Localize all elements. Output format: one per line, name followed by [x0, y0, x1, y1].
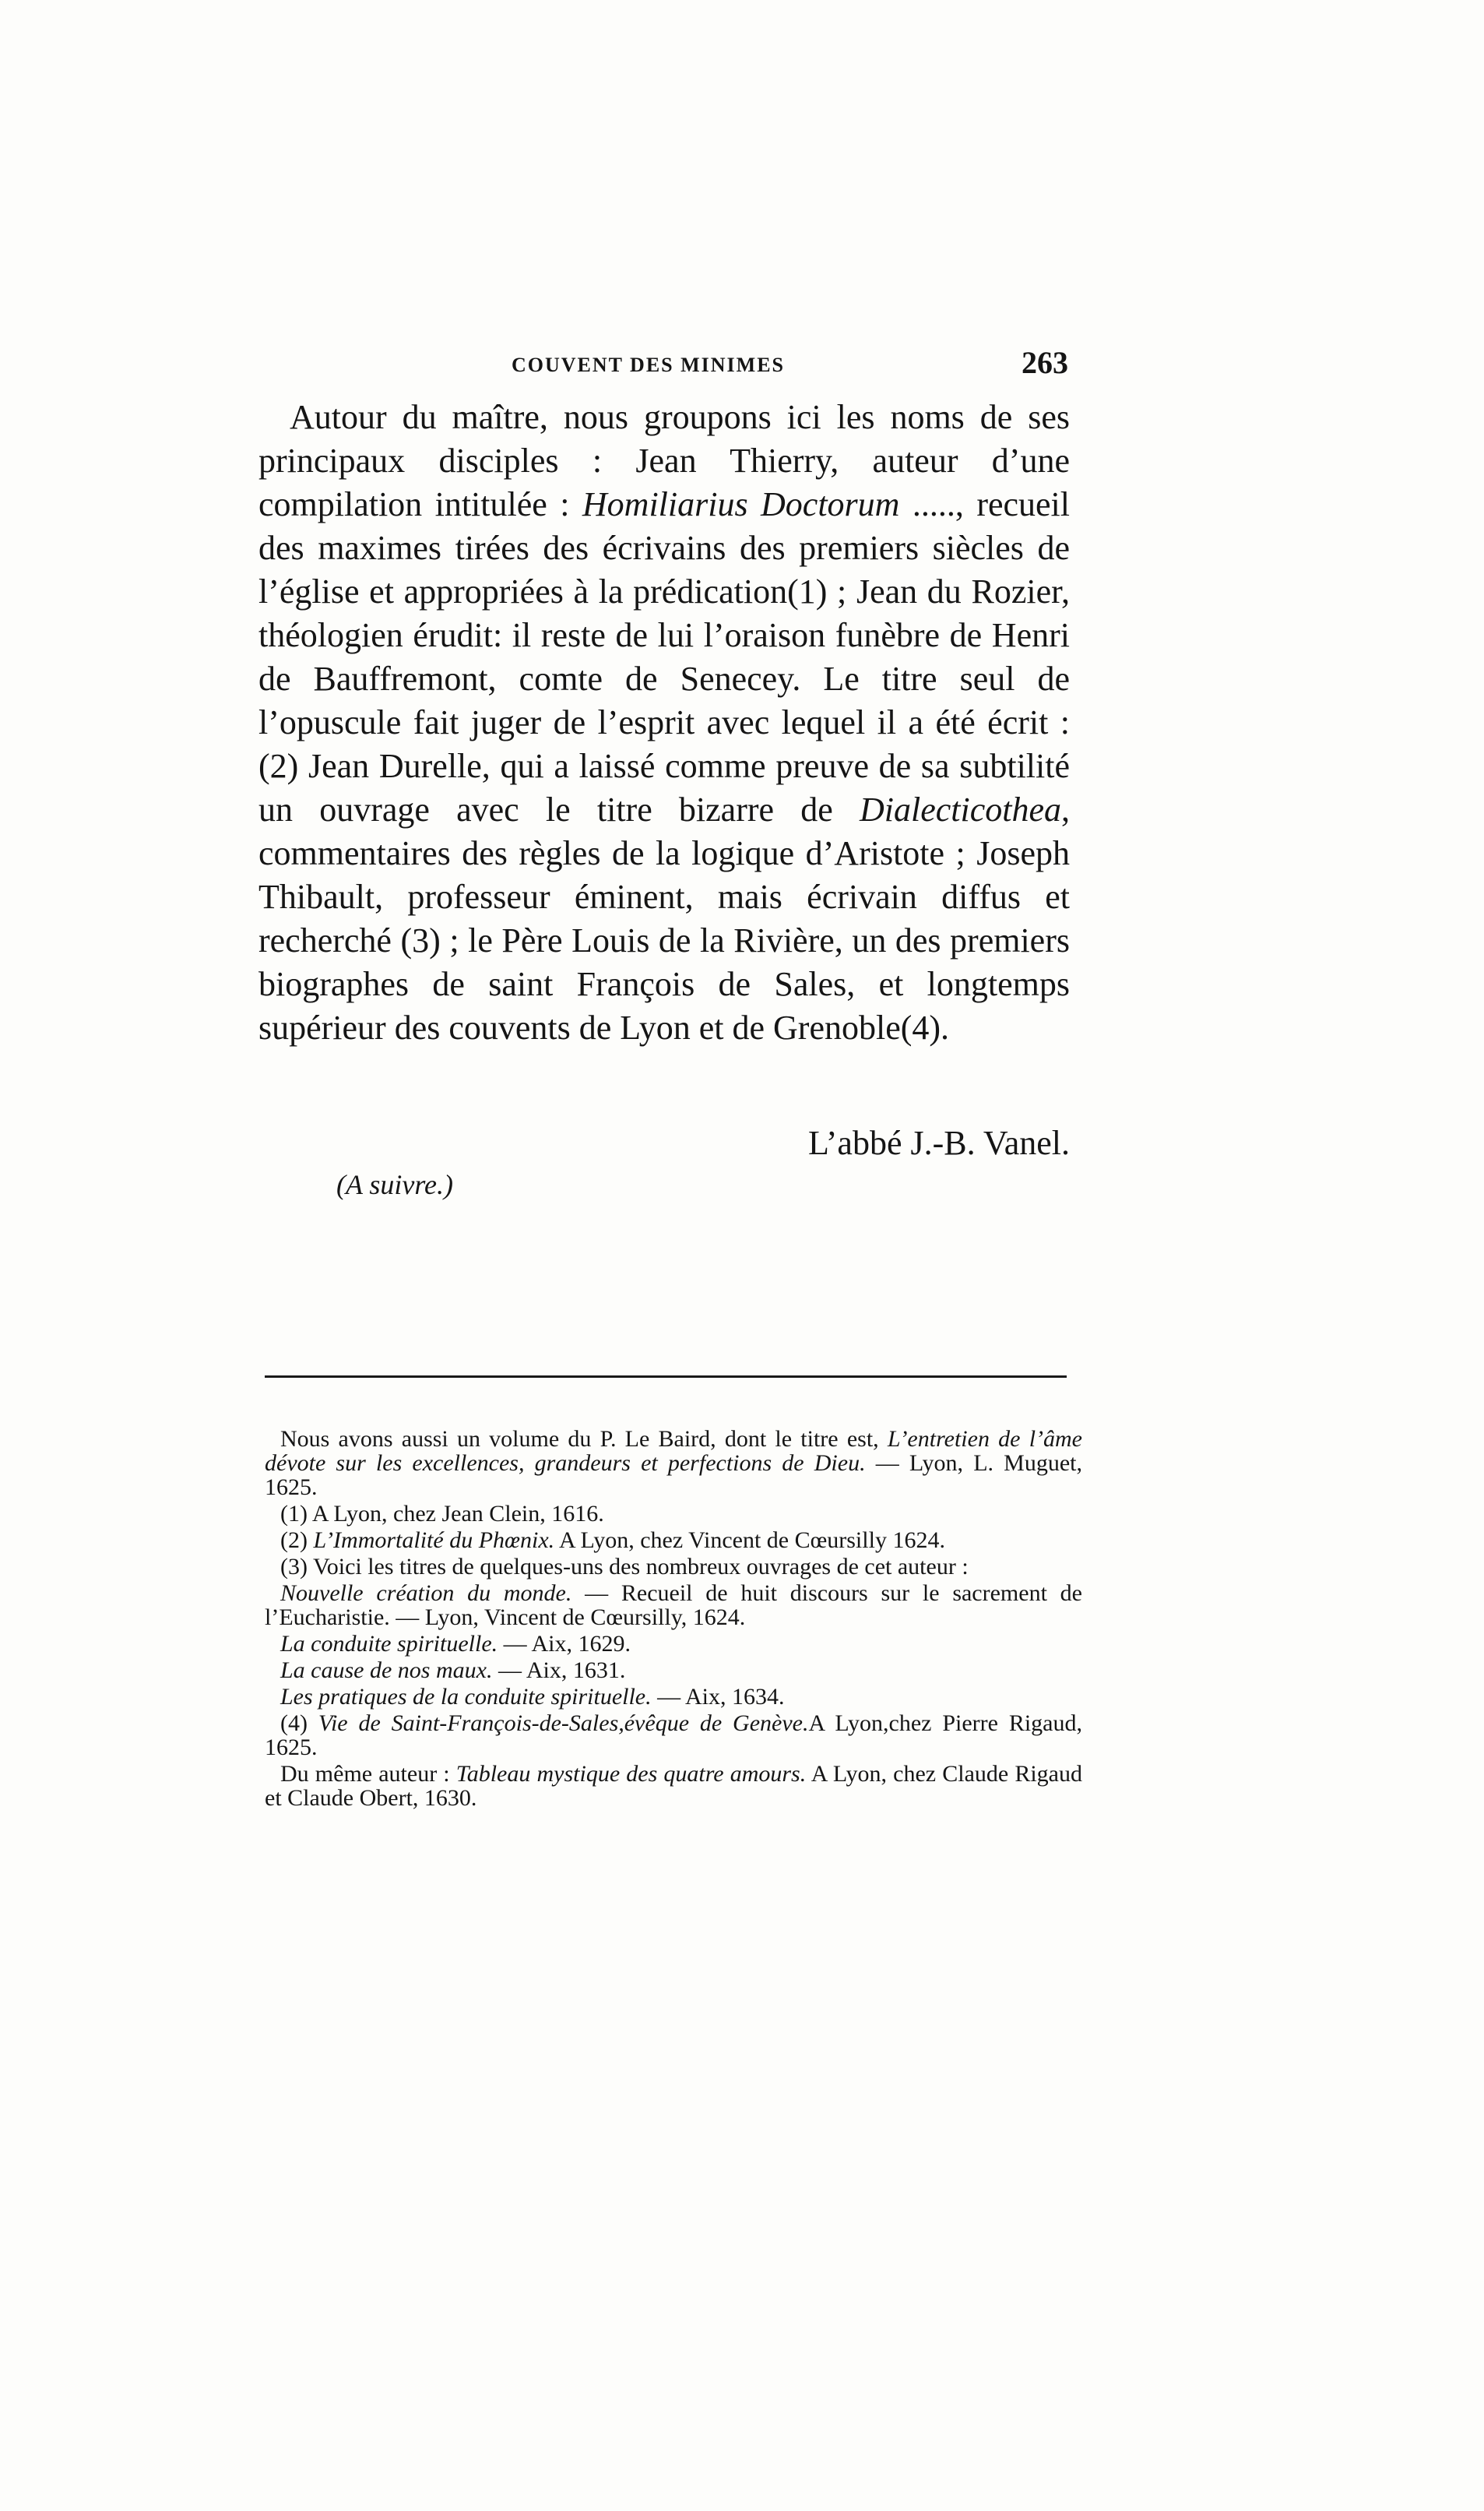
footnote-1: (1) A Lyon, chez Jean Clein, 1616.	[280, 1501, 604, 1527]
footnote-3-item	[265, 1632, 1082, 1656]
text-run: A Lyon, chez Vincent de Cœursilly 1624.	[554, 1527, 945, 1553]
footnote-3: (3) Voici les titres de quelques-uns des nombreux ouvrages de cet auteur :	[280, 1554, 969, 1580]
italic-title: Vie de Saint-François-de-Sales,évêque de Genève.	[318, 1710, 809, 1736]
footnote-3-item	[265, 1685, 1082, 1709]
italic-title: L’Immortalité du Phœnix.	[313, 1527, 555, 1553]
footnote-intro	[265, 1427, 1082, 1499]
main-text	[258, 396, 1070, 1050]
text-run: — Aix, 1634.	[651, 1684, 785, 1710]
paragraph	[258, 396, 1070, 1050]
text-run: (2)	[280, 1527, 314, 1553]
text-run: A Lyon, chez Claude Rigaud et Claude Obert, 1630.	[265, 1761, 1082, 1811]
text-run: — Lyon, L. Muguet, 1625.	[265, 1450, 1082, 1500]
footnote-divider	[265, 1375, 1067, 1378]
footnote-4	[265, 1711, 1082, 1759]
text-run: , commentaires des règles de la logique d’Aristote ; Joseph Thibault, professeur éminent, mais écrivain diffus et recherché (3) ; le Père Louis de la Rivière, un des premiers biographes de saint François de Sales, et longtemps supérieur des couvents de Lyon et de Grenoble(4).	[258, 791, 1070, 1047]
italic-title: Tableau mystique des quatre amours.	[455, 1761, 807, 1787]
running-head: COUVENT DES MINIMES	[512, 354, 786, 376]
italic-title: L’entretien de l’âme dévote sur les excellences, grandeurs et perfections de Dieu.	[265, 1426, 1082, 1476]
text-run: Autour du maître, nous groupons ici les noms de ses principaux disciples : Jean Thierry, auteur d’une compilation intitulée :	[258, 398, 1070, 523]
text-run: Nous avons aussi un volume du P. Le Baird, dont le titre est,	[280, 1426, 888, 1452]
footnote-3-item	[265, 1658, 1082, 1682]
text-run: A Lyon,chez Pierre Rigaud, 1625.	[265, 1710, 1082, 1760]
text-run: (4)	[280, 1710, 318, 1736]
text-run: ....., recueil des maximes tirées des écrivains des premiers siècles de l’église et appropriées à la prédication(1) ; Jean du Rozier, théologien érudit: il reste de lui l’oraison funèbre de Henri de Bauffremont, comte de Senecey. Le titre seul de l’opuscule fait juger de l’esprit avec lequel il a été écrit : (2) Jean Durelle, qui a laissé comme preuve de sa subtilité un ouvrage avec le titre bizarre de	[258, 485, 1071, 829]
italic-title: Les pratiques de la conduite spirituelle.	[280, 1684, 652, 1710]
italic-title: Dialecticothea	[859, 791, 1061, 829]
italic-title: La cause de nos maux.	[280, 1657, 493, 1683]
text-run: — Recueil de huit discours sur le sacrement de l’Eucharistie. — Lyon, Vincent de Cœursilly, 1624.	[265, 1580, 1082, 1630]
author-signature: L’abbé J.-B. Vanel.	[807, 1124, 1070, 1162]
italic-title: Nouvelle création du monde.	[280, 1580, 572, 1606]
to-be-continued: (A suivre.)	[336, 1169, 453, 1200]
text-run: — Aix, 1631.	[492, 1657, 626, 1683]
footnote-2	[265, 1528, 1082, 1552]
footnotes	[265, 1427, 1082, 1812]
italic-title: Homiliarius Doctorum	[582, 485, 900, 523]
page-number: 263	[1022, 345, 1068, 380]
italic-title: La conduite spirituelle.	[280, 1631, 498, 1657]
footnote-3-item	[265, 1581, 1082, 1629]
text-run: — Aix, 1629.	[498, 1631, 631, 1657]
page-header	[258, 344, 1068, 383]
text-run: Du même auteur :	[280, 1761, 456, 1787]
footnote-extra	[265, 1762, 1082, 1810]
